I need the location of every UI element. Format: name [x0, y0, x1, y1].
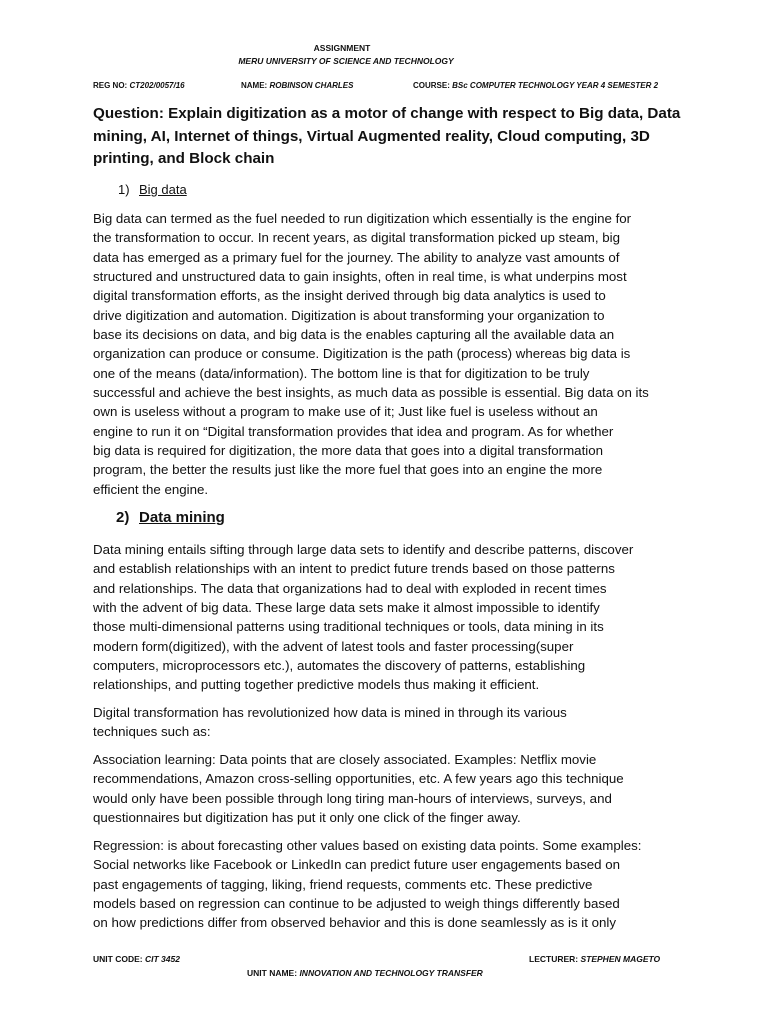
unit-code [93, 954, 180, 964]
course [413, 81, 658, 90]
question-heading: Question: Explain digitization as a motor of change with respect to Big data, Data mining, AI, Internet of things, Virtual Augmented reality, Cloud computing, 3D printing, and Block chain [93, 105, 681, 167]
student-name-value: ROBINSON CHARLES [269, 81, 354, 90]
paragraph-association-learning: Association learning: Data points that are closely associated. Examples: Netflix movie recommendations, Amazon cross-selling opportunities, etc. A few years ago this technique would only have been possible through long tiring man-hours of interviews, surveys, and questionnaires but digitization has put it only one click of the finger away. [93, 752, 624, 826]
course-value: BSc COMPUTER TECHNOLOGY YEAR 4 SEMESTER 2 [452, 81, 659, 90]
unit-code-label: UNIT CODE: [93, 954, 143, 964]
unit-name-value: INNOVATION AND TECHNOLOGY TRANSFER [299, 968, 483, 978]
section-number: 1) [118, 182, 130, 197]
paragraph-techniques: Digital transformation has revolutionized how data is mined in through its various techniques such as: [93, 705, 567, 740]
student-name [241, 81, 353, 90]
reg-no-label: REG NO: [93, 81, 128, 90]
section-heading-data-mining [116, 509, 225, 526]
lecturer-value: STEPHEN MAGETO [580, 954, 661, 964]
course-label: COURSE: [413, 81, 450, 90]
assignment-title: ASSIGNMENT [313, 43, 371, 53]
reg-no [93, 81, 185, 90]
student-name-label: NAME: [241, 81, 268, 90]
lecturer-label: LECTURER: [529, 954, 579, 964]
reg-no-value: CT202/0057/16 [129, 81, 185, 90]
paragraph-big-data: Big data can termed as the fuel needed to run digitization which essentially is the engine for the transformation to occur. In recent years, as digital transformation picked up steam, big data has emerged as a primary fuel for the journey. The ability to analyze vast amounts of structured and unstructured data to gain insights, often in real time, is what underpins most digital transformation efforts, as the insight derived through big data analytics is used to drive digitization and automation. Digitization is about transforming your organization to base its decisions on data, and big data is the enables capturing all the available data an organization can produce or consume. Digitization is the path (process) whereas big data is one of the means (data/information). The bottom line is that for digitization to be truly successful and achieve the best insights, as much data as possible is essential. Big data on its own is useless without a program to make use of it; Just like fuel is useless without an engine to run it on “Digital transformation provides that idea and program. As for whether big data is required for digitization, the more data that goes into a digital transformation program, the better the results just like the more fuel that goes into an engine the more efficient the engine. [93, 211, 649, 497]
paragraph-regression: Regression: is about forecasting other values based on existing data points. Some examples: Social networks like Facebook or LinkedIn can predict future user engagements based on past engagements of tagging, liking, friend requests, comments etc. These predictive models based on regression can continue to be adjusted to weigh things differently based on how predictions differ from observed behavior and this is done seamlessly as is it only [93, 838, 642, 931]
section-number: 2) [116, 509, 130, 526]
section-title: Big data [139, 182, 187, 197]
university-name: MERU UNIVERSITY OF SCIENCE AND TECHNOLOGY [238, 56, 454, 66]
unit-name-label: UNIT NAME: [247, 968, 298, 978]
lecturer [529, 954, 660, 964]
section-heading-big-data [118, 182, 187, 197]
paragraph-data-mining-intro: Data mining entails sifting through large data sets to identify and describe patterns, discover and establish relationships with an intent to predict future trends based on those patterns and relationships. The data that organizations had to deal with exploded in recent times with the advent of big data. These large data sets make it almost impossible to identify those multi-dimensional patterns using traditional techniques or tools, data mining in its modern form(digitized), with the advent of latest tools and faster processing(super computers, microprocessors etc.), automates the discovery of patterns, establishing relationships, and putting together predictive models thus making it efficient. [93, 542, 634, 693]
unit-code-value: CIT 3452 [144, 954, 180, 964]
unit-name [247, 968, 483, 978]
section-title: Data mining [139, 509, 225, 526]
